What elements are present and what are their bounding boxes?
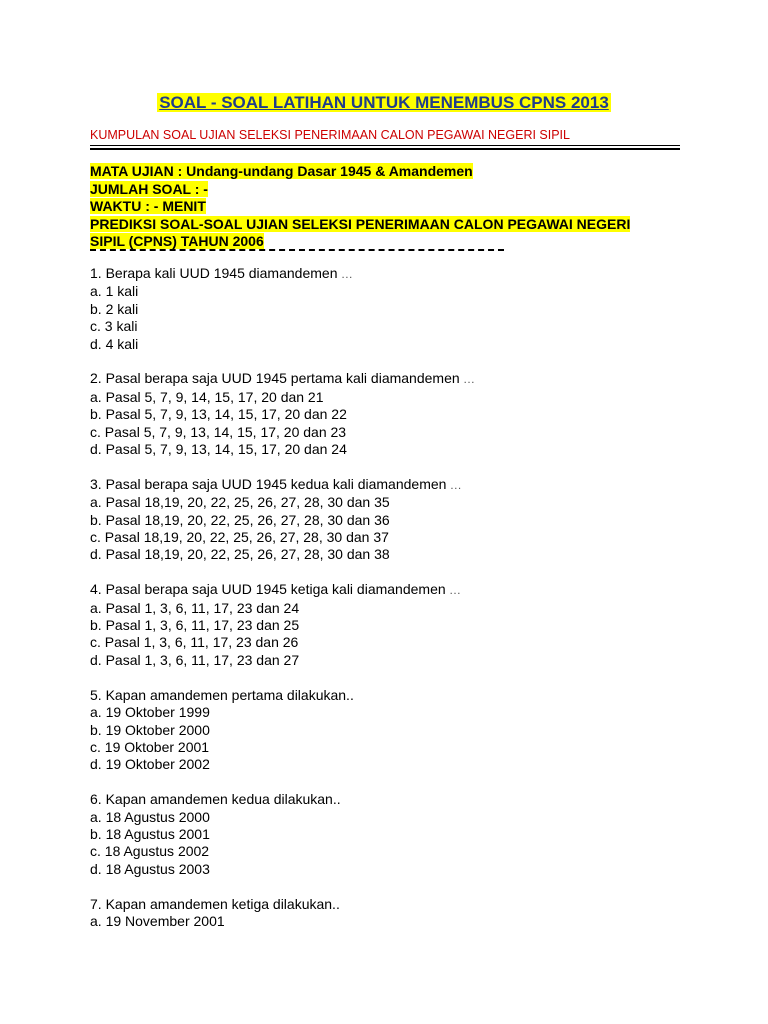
exam-question-count: JUMLAH SOAL : - [90,180,208,197]
document-title [0,93,768,113]
question-text [90,896,710,913]
answer-option: a. 1 kali [90,283,139,300]
answer-option: d. Pasal 5, 7, 9, 13, 14, 15, 17, 20 dan 24 [90,441,347,458]
question-item [90,791,710,878]
question-text-main: 4. Pasal berapa saja UUD 1945 ketiga kali diamandemen [90,581,446,598]
question-text-main: 3. Pasal berapa saja UUD 1945 kedua kali diamandemen [90,475,447,492]
answer-option: b. 18 Agustus 2001 [90,825,210,842]
question-text [90,581,710,599]
question-item [90,581,710,669]
answer-option: b. Pasal 1, 3, 6, 11, 17, 23 dan 25 [90,617,300,634]
answer-option: d. 4 kali [90,335,139,352]
divider-thin [90,145,680,146]
answer-option: c. 19 Oktober 2001 [90,738,210,755]
answer-option: a. 19 November 2001 [90,912,225,929]
answer-option: d. Pasal 18,19, 20, 22, 25, 26, 27, 28, 30 dan 38 [90,546,390,563]
question-ellipsis: … [459,372,475,387]
exam-prediction-title: PREDIKSI SOAL-SOAL UJIAN SELEKSI PENERIMAAN CALON PEGAWAI NEGERI [90,215,631,232]
answer-option: c. Pasal 5, 7, 9, 13, 14, 15, 17, 20 dan 23 [90,423,347,440]
question-text-main: 2. Pasal berapa saja UUD 1945 pertama kali diamandemen [90,370,460,387]
question-item [90,896,710,931]
exam-header [90,163,630,251]
answer-option: d. 19 Oktober 2002 [90,756,210,773]
question-text [90,476,710,494]
answer-option: a. Pasal 1, 3, 6, 11, 17, 23 dan 24 [90,599,300,616]
question-ellipsis: … [337,267,353,281]
answer-option: d. Pasal 1, 3, 6, 11, 17, 23 dan 27 [90,651,300,668]
answer-option: a. Pasal 18,19, 20, 22, 25, 26, 27, 28, 30 dan 35 [90,494,390,511]
answer-option: c. 3 kali [90,318,138,335]
question-item [90,476,710,564]
exam-prediction-year: SIPIL (CPNS) TAHUN 2006 [90,233,264,249]
answer-option: a. 18 Agustus 2000 [90,808,210,825]
answer-option: a. 19 Oktober 1999 [90,704,210,721]
divider-thick [90,148,680,150]
question-text [90,265,710,283]
document-subtitle: KUMPULAN SOAL UJIAN SELEKSI PENERIMAAN CALON PEGAWAI NEGERI SIPIL [90,128,570,142]
answer-option: c. 18 Agustus 2002 [90,843,210,860]
exam-time: WAKTU : - MENIT [90,198,206,214]
answer-option: a. Pasal 5, 7, 9, 14, 15, 17, 20 dan 21 [90,388,324,405]
answer-option: b. 2 kali [90,300,139,317]
question-text [90,687,710,704]
exam-subject: MATA UJIAN : Undang-undang Dasar 1945 & Amandemen [90,163,473,179]
answer-option: c. Pasal 18,19, 20, 22, 25, 26, 27, 28, 30 dan 37 [90,529,389,546]
question-item [90,687,710,774]
question-text-main: 6. Kapan amandemen kedua dilakukan.. [90,791,341,808]
question-item [90,265,710,353]
answer-option: d. 18 Agustus 2003 [90,860,210,877]
question-text-main: 7. Kapan amandemen ketiga dilakukan.. [90,895,340,912]
question-text-main: 5. Kapan amandemen pertama dilakukan.. [90,686,354,703]
question-item [90,370,710,458]
question-ellipsis: … [445,583,461,598]
question-text [90,370,710,388]
question-text-main: 1. Berapa kali UUD 1945 diamandemen [90,265,338,281]
answer-option: b. 19 Oktober 2000 [90,721,210,738]
dashed-separator [90,249,504,251]
question-text [90,791,710,808]
question-ellipsis: … [446,477,462,492]
answer-option: b. Pasal 5, 7, 9, 13, 14, 15, 17, 20 dan 22 [90,406,347,423]
answer-option: b. Pasal 18,19, 20, 22, 25, 26, 27, 28, 30 dan 36 [90,511,390,528]
document-title-text: SOAL - SOAL LATIHAN UNTUK MENEMBUS CPNS 2013 [159,93,609,112]
question-list [90,265,710,948]
answer-option: c. Pasal 1, 3, 6, 11, 17, 23 dan 26 [90,634,299,651]
